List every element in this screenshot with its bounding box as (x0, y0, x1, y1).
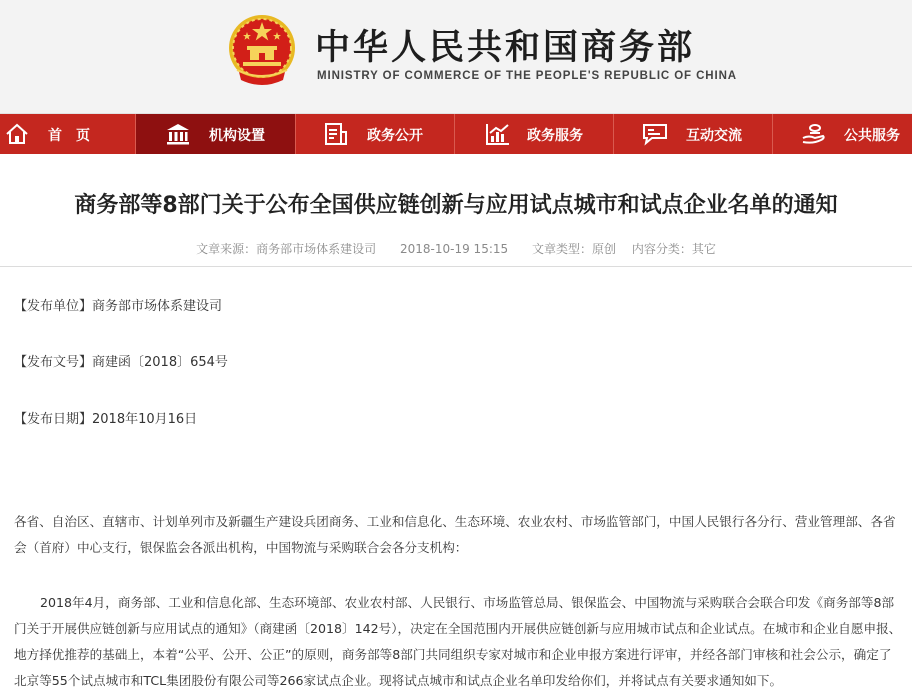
nav-item-institutions[interactable] (136, 114, 296, 154)
article-source: 文章来源：商务部市场体系建设司 (196, 242, 377, 256)
recipients-paragraph: 各省、自治区、直辖市、计划单列市及新疆生产建设兵团商务、工业和信息化、生态环境、农业农村、市场监管部门，中国人民银行各分行、营业管理部、各省会（首府）中心支行，银保监会各派出机构，中国物流与采购联合会各分支机构： (14, 514, 896, 555)
nav-item-public-services[interactable] (773, 114, 912, 154)
site-header (0, 0, 912, 114)
nav-label-home: 首 页 (48, 128, 90, 144)
site-title: 中华人民共和国商务部 (315, 27, 696, 68)
issuer-field: 【发布单位】商务部市场体系建设司 (14, 299, 223, 314)
nav-label-interaction: 互动交流 (686, 128, 742, 144)
nav-label-institutions: 机构设置 (209, 128, 265, 144)
chat-icon (642, 122, 668, 146)
article-title: 商务部等8部门关于公布全国供应链创新与应用试点城市和试点企业名单的通知 (74, 193, 838, 218)
body-paragraph-1: 2018年4月，商务部、工业和信息化部、生态环境部、农业农村部、人民银行、市场监管总局、银保监会、中国物流与采购联合会联合印发《商务部等8部门关于开展供应链创新与应用试点的通知》（商建函〔2018〕142号），决定在全国范围内开展供应链创新与应用城市试点和企业试点。在城市和企业自愿申报、地方择优推荐的基础上，本着“公平、公开、公正”的原则，商务部等8部门共同组织专家对城市和企业申报方案进行评审，并经各部门审核和社会公示，确定了北京等55个试点城市和TCL集团股份有限公司等266家试点企业。现将试点城市和试点企业名单印发给你们，并将试点有关要求通知如下。 (14, 595, 902, 688)
institution-icon (165, 122, 191, 146)
document-icon (323, 122, 349, 146)
nav-item-government-affairs[interactable] (296, 114, 455, 154)
article-meta (0, 240, 912, 257)
article-type: 文章类型：原创 (531, 242, 616, 256)
article-date: 2018-10-19 15:15 (400, 242, 509, 256)
nav-item-government-services[interactable] (455, 114, 614, 154)
article-category: 内容分类：其它 (631, 242, 716, 256)
site-subtitle: MINISTRY OF COMMERCE OF THE PEOPLE'S REPUBLIC OF CHINA (317, 70, 737, 82)
nav-label-government-services: 政务服务 (527, 128, 583, 144)
doc-number-field: 【发布文号】商建函〔2018〕654号 (14, 355, 228, 370)
issue-date-field: 【发布日期】2018年10月16日 (14, 412, 198, 427)
nav-item-interaction[interactable] (614, 114, 773, 154)
main-nav (0, 114, 912, 154)
national-emblem-icon[interactable] (225, 10, 299, 90)
nav-label-public-services: 公共服务 (844, 128, 900, 144)
title-divider (0, 266, 912, 267)
chart-icon (485, 122, 511, 146)
hand-service-icon (801, 122, 827, 146)
nav-item-home[interactable] (0, 114, 136, 154)
nav-label-government-affairs: 政务公开 (367, 128, 423, 144)
home-icon (4, 122, 30, 146)
